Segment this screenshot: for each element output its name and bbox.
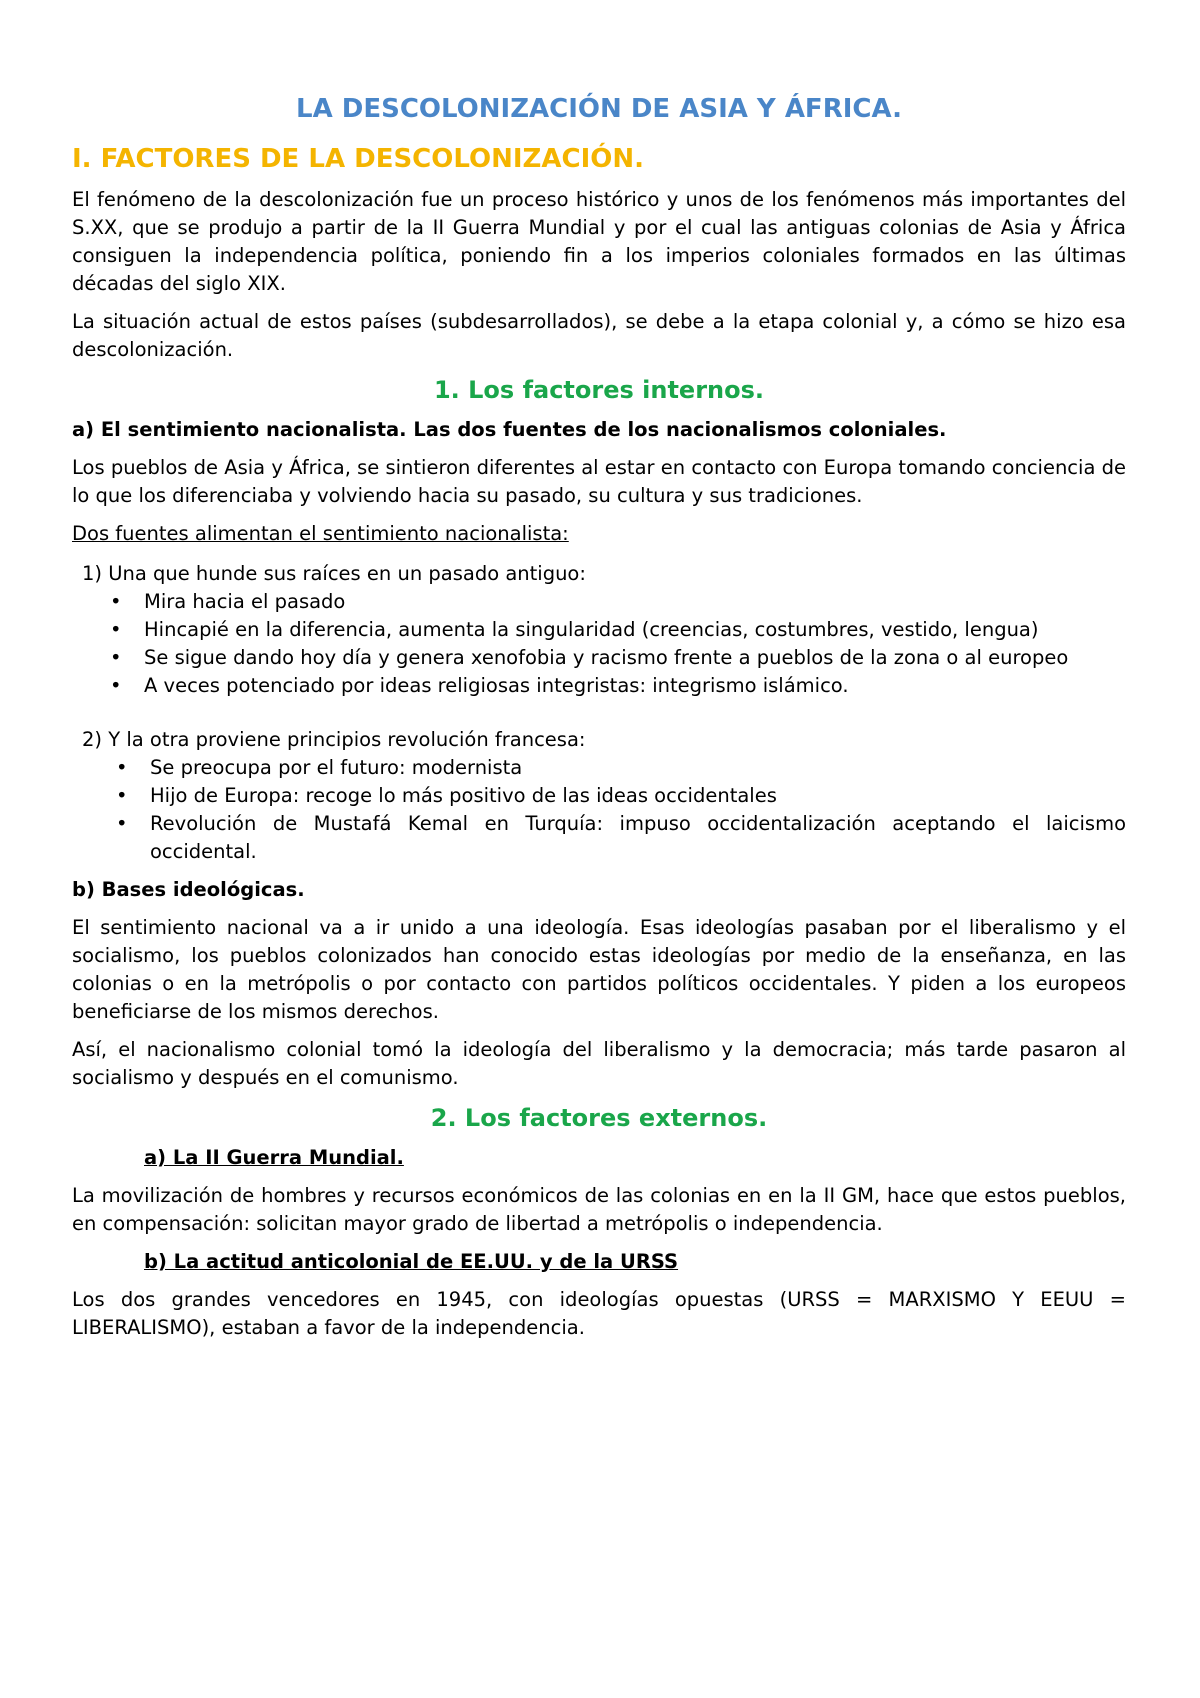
fuente1-label: 1) Una que hunde sus raíces en un pasado antiguo: xyxy=(82,562,586,585)
list-item: • Se sigue dando hoy día y genera xenofobia y racismo frente a pueblos de la zona o al europeo xyxy=(72,644,1126,672)
bullet-icon: • xyxy=(116,784,128,807)
list-item: • Hincapié en la diferencia, aumenta la singularidad (creencias, costumbres, vestido, lengua) xyxy=(72,616,1126,644)
bullet-icon: • xyxy=(110,646,122,669)
list-item: • Hijo de Europa: recoge lo más positivo de las ideas occidentales xyxy=(72,782,1126,810)
document-page xyxy=(72,92,1126,1352)
bullet-icon: • xyxy=(110,674,122,697)
paragraph-sentimiento-nacional: El sentimiento nacional va a ir unido a una ideología. Esas ideologías pasaban por el liberalismo y el socialismo, los pueblos colonizados han conocido estas ideologías por medio de la enseñanza, en las colonias o en la metrópolis o por contacto con partidos políticos occidentales. Y piden a los europeos beneficiarse de los mismos derechos. xyxy=(72,916,1126,1023)
list-item: • Revolución de Mustafá Kemal en Turquía: impuso occidentalización aceptando el laicismo occidental. xyxy=(116,812,1126,863)
subsection-heading-externos: 2. Los factores externos. xyxy=(430,1104,768,1132)
paragraph-movilizacion: La movilización de hombres y recursos económicos de las colonias en en la II GM, hace que estos pueblos, en compensación: solicitan mayor grado de libertad a metrópolis o independencia. xyxy=(72,1184,1126,1235)
fuente2-list xyxy=(72,754,1126,866)
bullet-icon: • xyxy=(110,590,122,613)
spacer xyxy=(72,710,1126,726)
section-heading-factores: I. FACTORES DE LA DESCOLONIZACIÓN. xyxy=(72,144,645,174)
bullet-icon: • xyxy=(116,756,128,779)
document-title: LA DESCOLONIZACIÓN DE ASIA Y ÁFRICA. xyxy=(296,94,902,124)
heading-sentimiento-nacionalista: a) El sentimiento nacionalista. Las dos fuentes de los nacionalismos coloniales. xyxy=(72,418,947,441)
heading-actitud-anticolonial: b) La actitud anticolonial de EE.UU. y de la URSS xyxy=(144,1250,679,1273)
bullet-icon: • xyxy=(110,618,122,641)
paragraph-vencedores: Los dos grandes vencedores en 1945, con ideologías opuestas (URSS = MARXISMO Y EEUU = LIBERALISMO), estaban a favor de la independencia. xyxy=(72,1288,1126,1339)
fuente2-label: 2) Y la otra proviene principios revolución francesa: xyxy=(82,728,586,751)
intro-paragraph: El fenómeno de la descolonización fue un proceso histórico y unos de los fenómenos más importantes del S.XX, que se produjo a partir de la II Guerra Mundial y por el cual las antiguas colonias de Asia y África consiguen la independencia política, poniendo fin a los imperios coloniales formados en las últimas décadas del siglo XIX. xyxy=(72,188,1126,295)
fuente1-list xyxy=(72,588,1126,700)
bullet-icon: • xyxy=(116,812,128,835)
list-item: • Se preocupa por el futuro: modernista xyxy=(72,754,1126,782)
subsection-heading-internos: 1. Los factores internos. xyxy=(433,376,765,404)
list-item: • Mira hacia el pasado xyxy=(72,588,1126,616)
situation-paragraph: La situación actual de estos países (subdesarrollados), se debe a la etapa colonial y, a cómo se hizo esa descolonización. xyxy=(72,310,1126,361)
list-item: • A veces potenciado por ideas religiosas integristas: integrismo islámico. xyxy=(72,672,1126,700)
paragraph-nacionalismo-colonial: Así, el nacionalismo colonial tomó la ideología del liberalismo y la democracia; más tarde pasaron al socialismo y después en el comunismo. xyxy=(72,1038,1126,1089)
fuentes-label: Dos fuentes alimentan el sentimiento nacionalista: xyxy=(72,522,569,545)
heading-bases-ideologicas: b) Bases ideológicas. xyxy=(72,878,305,901)
paragraph-pueblos: Los pueblos de Asia y África, se sintieron diferentes al estar en contacto con Europa tomando conciencia de lo que los diferenciaba y volviendo hacia su pasado, su cultura y sus tradiciones. xyxy=(72,456,1126,507)
heading-segunda-guerra: a) La II Guerra Mundial. xyxy=(144,1146,404,1169)
